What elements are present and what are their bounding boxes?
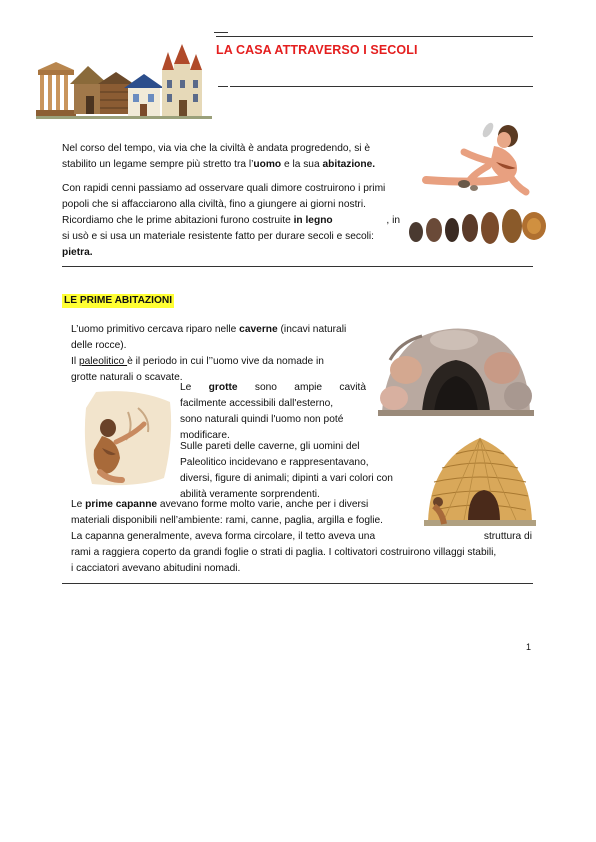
header-rule-top: [216, 36, 533, 37]
intro-line: stabilito un legame sempre più stretto tra l’: [62, 159, 254, 170]
section-grotte-block: [180, 380, 366, 444]
capanne-line: rami a raggiera coperto da grandi foglie o strati di paglia. I coltivatori costruirono villaggi stabili,: [71, 547, 497, 558]
grotte-word: Le: [180, 382, 192, 393]
capanne-line: avevano forme molto varie, anche per i diversi: [157, 499, 369, 510]
grotte-line: facilmente accessibili dall'esterno,: [180, 398, 334, 409]
grotte-word: sono: [254, 382, 277, 393]
intro-line: Ricordiamo che le prime abitazioni furono costruite: [62, 215, 294, 226]
section-line: grotte naturali o scavate.: [71, 372, 183, 383]
capanne-line: i cacciatori avevano abitudini nomadi.: [71, 563, 241, 574]
grotte-word: cavità: [339, 382, 366, 393]
section-line: delle rocce).: [71, 340, 127, 351]
intro-bold-in-legno: in legno: [293, 215, 333, 226]
capanne-line-right: struttura di: [483, 531, 532, 542]
section-capanne-block: [71, 497, 417, 545]
hut-illustration: [424, 430, 536, 530]
intro-paragraph-1: [62, 141, 400, 173]
intro-line: , in: [386, 215, 400, 226]
intro-bold-pietra: pietra.: [62, 247, 93, 258]
pareti-line: Sulle pareti delle caverne, gli uomini del: [180, 441, 360, 452]
section-bold-caverne: caverne: [239, 324, 278, 335]
section-bold-grotte: grotte: [208, 382, 238, 393]
intro-bold-uomo: uomo: [253, 159, 282, 170]
section-line: L’uomo primitivo cercava riparo nelle: [71, 324, 240, 335]
section-capanne-tail: [71, 545, 533, 577]
intro-line: e la sua: [281, 159, 323, 170]
buildings-illustration: [36, 40, 212, 120]
capanne-line: materiali disponibili nell’ambiente: rami, canne, paglia, argilla e foglie.: [71, 515, 384, 526]
section-divider-1: [62, 266, 533, 267]
page-title: LA CASA ATTRAVERSO I SECOLI: [216, 43, 418, 57]
pareti-line: Paleolitico incidevano e rappresentavano,: [180, 457, 369, 468]
pareti-line: diversi, figure di animali; dipinti a vari colori con: [180, 473, 393, 484]
intro-line: Nel corso del tempo, via via che la civiltà è andata progredendo, si è: [62, 143, 371, 154]
capanne-line: La capanna generalmente, aveva forma circolare, il tetto aveva una: [71, 531, 376, 542]
stone-tools-illustration: [406, 206, 548, 250]
intro-line: popoli che si affacciarono alla civiltà, fino a giungere ai giorni nostri.: [62, 199, 366, 210]
section-caves-intro: [71, 322, 367, 386]
caveman-illustration: [416, 118, 534, 198]
section-underline-paleolitico: paleolitico: [78, 356, 128, 367]
section-line: è il periodo in cui l’’uomo vive da nomade in: [127, 356, 324, 367]
capanne-line: Le: [71, 499, 86, 510]
section-line: (incavi naturali: [277, 324, 347, 335]
grotte-line: modificare.: [180, 430, 230, 441]
page-number: 1: [526, 642, 532, 652]
section-line: Il: [71, 356, 79, 367]
pareti-line: abilità veramente sorprendenti.: [180, 489, 320, 500]
section-title: LE PRIME ABITAZIONI: [64, 295, 173, 306]
intro-line: Con rapidi cenni passiamo ad osservare quali dimore costruirono i primi: [62, 183, 386, 194]
intro-paragraph-2: [62, 181, 400, 261]
intro-line: si usò e si usa un materiale resistente fatto per durare secoli e secoli:: [62, 231, 375, 242]
cave-painter-illustration: [78, 388, 176, 490]
header-rule-bottom: [230, 86, 533, 87]
grotte-word: ampie: [294, 382, 323, 393]
header-rule-bottom-short: [218, 86, 228, 87]
section-divider-2: [62, 583, 533, 584]
section-bold-prime-capanne: prime capanne: [85, 499, 158, 510]
grotte-line: sono naturali quindi l'uomo non poté: [180, 414, 344, 425]
header-rule-top-short: [214, 32, 228, 33]
section-pareti-block: [180, 439, 416, 503]
intro-bold-abitazione: abitazione.: [322, 159, 376, 170]
cave-illustration: [378, 320, 534, 418]
